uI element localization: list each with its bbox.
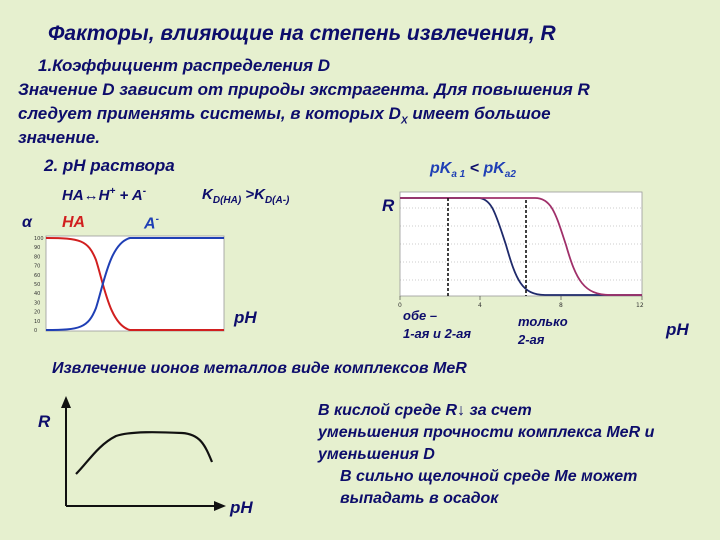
left-y-tick: 0 (34, 328, 38, 334)
kd-sub2: D(A-) (264, 195, 290, 206)
left-y-tick: 60 (34, 272, 41, 279)
kd-pre: K (202, 186, 213, 203)
label-a-minus-sup: - (155, 214, 159, 225)
right-x-tick-0: 0 (398, 302, 402, 309)
metals-note-line3: уменьшения D (318, 446, 435, 463)
equilibrium-sup2: - (142, 186, 147, 197)
right-x-tick-4: 4 (478, 302, 482, 309)
metals-chart (61, 396, 226, 511)
kd-sub1: D(HA) (212, 195, 242, 206)
metals-note-line1-post: за счет (465, 402, 532, 419)
metals-note-line4: В сильно щелочной среде Me может (340, 468, 638, 485)
right-x-tick-12: 12 (636, 302, 644, 309)
metals-y-axis-arrow (61, 396, 71, 408)
factor1-line2-sub: X (400, 115, 408, 127)
left-y-tick: 90 (34, 245, 41, 252)
pka-pre2: pK (483, 160, 505, 177)
left-chart-plot-area (46, 236, 224, 331)
factor2-heading: 2. pH раствора (44, 156, 175, 175)
left-y-tick: 20 (34, 309, 41, 316)
left-y-tick: 80 (34, 254, 41, 261)
pka-pre: pK (430, 160, 452, 177)
down-arrow-icon: ↓ (457, 402, 466, 419)
left-y-tick: 100 (34, 236, 44, 242)
region2-line2: 2-ая (518, 332, 545, 347)
equilibrium-mid: + A (115, 187, 143, 204)
pka-mid: < (465, 160, 484, 177)
left-y-ticks (34, 236, 44, 334)
metals-x-axis-arrow (214, 501, 226, 511)
right-chart (398, 192, 644, 309)
left-y-tick: 40 (34, 291, 41, 298)
metals-heading: Извлечение ионов металлов виде комплексов MeR (52, 360, 467, 377)
left-chart (34, 236, 224, 334)
alpha-axis-label: α (22, 214, 32, 231)
right-r-label: R (382, 196, 395, 215)
metals-r-label: R (38, 412, 51, 431)
factor1-line2-pre: следует применять системы, в которых D (18, 104, 401, 123)
equilibrium-sup: + (109, 186, 116, 197)
pka-sub2: a2 (504, 169, 516, 181)
left-y-tick: 70 (34, 263, 41, 270)
region2-line1: только (518, 314, 568, 329)
factor1-heading: 1.Коэффициент распределения D (38, 56, 331, 75)
region1-line1: обе – (403, 308, 438, 323)
metals-note-line5: выпадать в осадок (340, 490, 499, 507)
metals-r-curve (76, 432, 212, 474)
pka-sub1: a 1 (451, 169, 466, 181)
label-ha: HA (62, 214, 86, 231)
factor1-line1: Значение D зависит от природы экстрагента. Для повышения R (18, 80, 590, 99)
factor1-line3: значение. (18, 128, 100, 147)
region1-line2: 1-ая и 2-ая (403, 326, 472, 341)
metals-ph-label: pH (230, 498, 253, 517)
left-y-tick: 30 (34, 300, 41, 307)
equilibrium-pre: HA↔H (62, 187, 110, 204)
label-a-minus-pre: A (144, 215, 156, 233)
kd-mid: >K (241, 186, 265, 203)
left-y-tick: 10 (34, 318, 41, 325)
right-chart-ticks (400, 296, 642, 300)
left-y-tick: 50 (34, 282, 41, 288)
right-x-ticks (398, 302, 644, 309)
right-ph-label: pH (666, 320, 689, 339)
right-x-tick-8: 8 (559, 302, 563, 309)
page-title: Факторы, влияющие на степень извлечения, R (48, 22, 556, 45)
metals-note-line2: уменьшения прочности комплекса MeR и (318, 424, 655, 441)
factor1-line2-post: имеет большое (407, 104, 551, 123)
metals-note-line1-pre: В кислой среде R (318, 402, 458, 419)
left-ph-label: pH (234, 308, 257, 327)
